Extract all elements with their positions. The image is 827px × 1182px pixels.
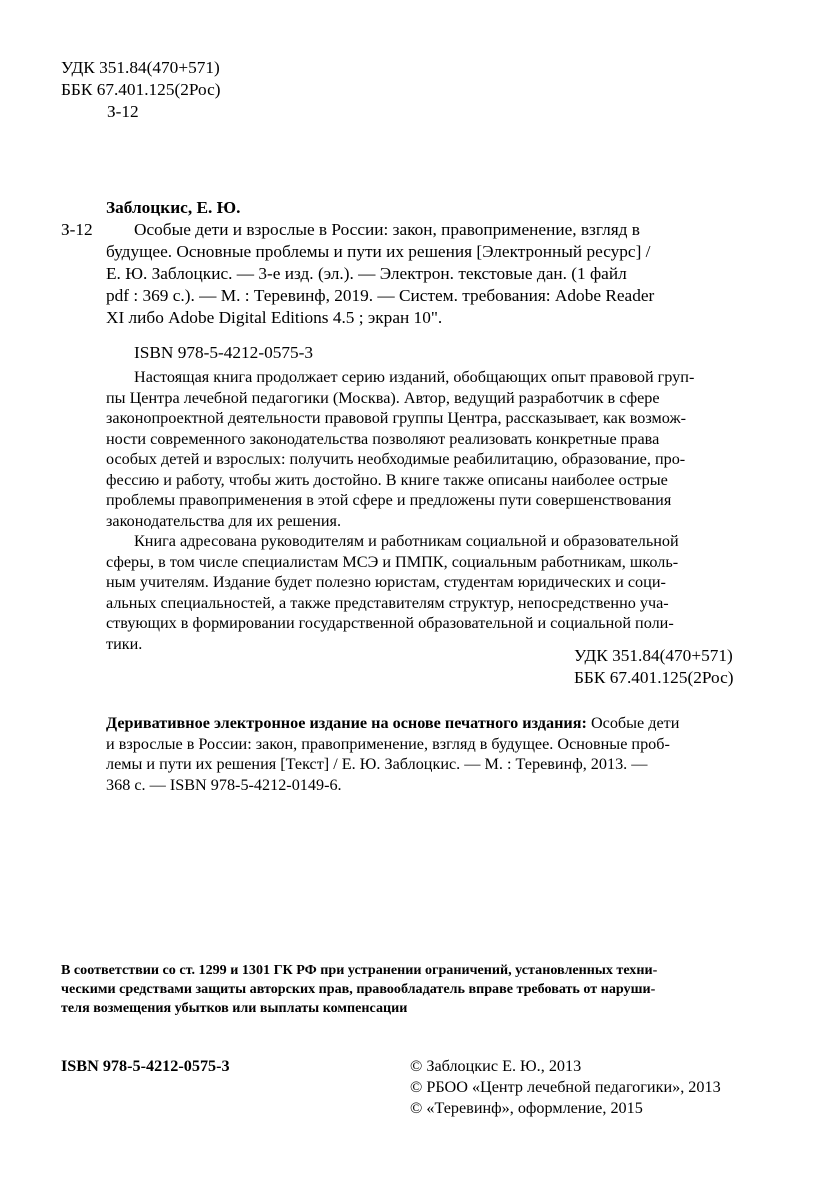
annotation-p1-line-4: ности современного законодательства позволяют реализовать конкретные права [106, 430, 660, 448]
catalog-entry-line-5: XI либо Adobe Digital Editions 4.5 ; экран 10". [106, 308, 443, 327]
annotation-p1-line-3: законопроектной деятельности правовой группы Центра, рассказывает, как возмож- [106, 409, 687, 427]
derivative-line-1-rest: Особые дети [586, 714, 680, 732]
annotation-p1-line-8: законодательства для их решения. [106, 512, 342, 530]
catalog-class-mark: З-12 [61, 220, 93, 239]
annotation-p1-line-7: проблемы правоприменения в этой сфере и предложены пути совершенствования [106, 491, 672, 509]
copyright-terevinf: © «Теревинф», оформление, 2015 [410, 1099, 643, 1117]
annotation-p2-line-4: альных специальностей, а также представителям структур, непосредственно уча- [106, 594, 669, 612]
catalog-isbn: ISBN 978-5-4212-0575-3 [134, 343, 314, 362]
derivative-line-4: 368 с. — ISBN 978-5-4212-0149-6. [106, 776, 342, 794]
derivative-line-2: и взрослые в России: закон, правоприменение, взгляд в будущее. Основные проб- [106, 735, 670, 753]
legal-notice-line-2: ческими средствами защиты авторских прав, правообладатель вправе требовать от наруши- [61, 981, 656, 997]
derivative-line-1 [106, 713, 679, 734]
catalog-entry-line-4: pdf : 369 с.). — М. : Теревинф, 2019. — Систем. требования: Adobe Reader [106, 286, 655, 305]
annotation-p2-line-1: Книга адресована руководителям и работникам социальной и образовательной [134, 532, 679, 550]
catalog-entry-line-2: будущее. Основные проблемы и пути их решения [Электронный ресурс] / [106, 242, 651, 261]
annotation-p1-line-5: особых детей и взрослых: получить необходимые реабилитацию, образование, про- [106, 450, 686, 468]
derivative-line-3: лемы и пути их решения [Текст] / Е. Ю. Заблоцкис. — М. : Теревинф, 2013. — [106, 755, 648, 773]
bbk-bottom-code: ББК 67.401.125(2Рос) [574, 668, 734, 687]
udk-bottom-code: УДК 351.84(470+571) [574, 646, 733, 665]
bbk-top-code: ББК 67.401.125(2Рос) [61, 80, 221, 99]
annotation-p1-line-6: фессию и работу, чтобы жить достойно. В книге также описаны наиболее острые [106, 471, 668, 489]
author-mark-top: З-12 [107, 102, 139, 121]
copyright-author: © Заблоцкис Е. Ю., 2013 [410, 1057, 582, 1075]
legal-notice-line-1: В соответствии со ст. 1299 и 1301 ГК РФ при устранении ограничений, установленных техни- [61, 962, 658, 978]
annotation-p1-line-2: пы Центра лечебной педагогики (Москва). Автор, ведущий разработчик в сфере [106, 389, 660, 407]
annotation-p2-line-2: сферы, в том числе специалистам МСЭ и ПМПК, социальным работникам, школь- [106, 553, 679, 571]
catalog-author-heading: Заблоцкис, Е. Ю. [106, 198, 241, 217]
derivative-bold-lead: Деривативное электронное издание на основе печатного издания: [106, 714, 587, 732]
udk-top-code: УДК 351.84(470+571) [61, 58, 220, 77]
annotation-p2-line-6: тики. [106, 635, 143, 653]
catalog-entry-line-1: Особые дети и взрослые в России: закон, правоприменение, взгляд в [134, 220, 640, 239]
annotation-p2-line-3: ным учителям. Издание будет полезно юристам, студентам юридических и соци- [106, 573, 666, 591]
copyright-rboo: © РБОО «Центр лечебной педагогики», 2013 [410, 1078, 721, 1096]
catalog-entry-line-3: Е. Ю. Заблоцкис. — 3-е изд. (эл.). — Электрон. текстовые дан. (1 файл [106, 264, 627, 283]
annotation-p2-line-5: ствующих в формировании государственной образовательной и социальной поли- [106, 614, 674, 632]
annotation-p1-line-1: Настоящая книга продолжает серию изданий, обобщающих опыт правовой груп- [134, 368, 695, 386]
legal-notice-line-3: теля возмещения убытков или выплаты компенсации [61, 1000, 408, 1016]
footer-isbn: ISBN 978-5-4212-0575-3 [61, 1057, 230, 1075]
